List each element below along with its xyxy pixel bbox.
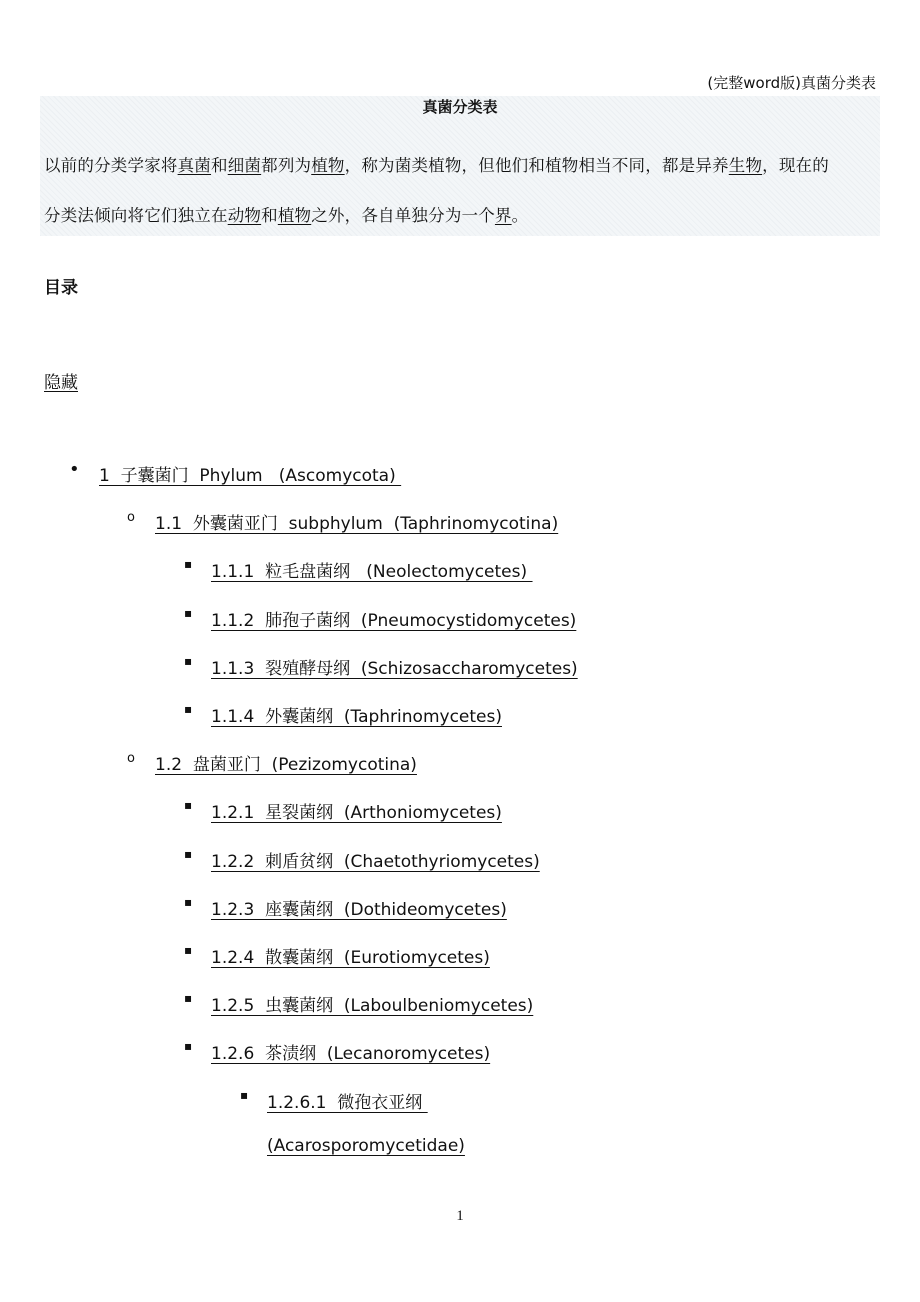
bullet-square-icon: ▪ — [184, 702, 193, 716]
toc-link[interactable]: 1.2.1 星裂菌纲 (Arthoniomycetes) — [211, 803, 502, 824]
bullet-circle-icon: o — [127, 510, 135, 526]
bullet-square-icon: ▪ — [184, 943, 193, 957]
bullet-square-icon: ▪ — [240, 1087, 249, 1102]
intro-term-link[interactable]: 植物 — [311, 156, 345, 175]
intro-paragraph-line-1 — [44, 152, 829, 176]
toc-link[interactable]: 1.2.5 虫囊菌纲 (Laboulbeniomycetes) — [211, 996, 534, 1017]
running-header: (完整word版)真菌分类表 — [707, 74, 876, 92]
intro-term-link[interactable]: 生物 — [728, 156, 763, 175]
toc-link[interactable]: 1 子囊菌门 Phylum (Ascomycota) — [99, 466, 402, 486]
bullet-disc-icon: • — [69, 459, 80, 480]
intro-text: 之外，各自单独分为一个 — [311, 206, 495, 225]
intro-term-link[interactable]: 植物 — [277, 206, 312, 225]
bullet-square-icon: ▪ — [184, 798, 193, 813]
bullet-square-icon: ▪ — [184, 1039, 193, 1054]
toc-link[interactable]: 1.2 盘菌亚门 (Pezizomycotina) — [155, 755, 417, 776]
toc-link[interactable]: 1.2.3 座囊菌纲 (Dothideomycetes) — [211, 899, 507, 920]
toc-link[interactable]: 1.1.4 外囊菌纲 (Taphrinomycetes) — [211, 707, 502, 727]
toc-link[interactable]: 1.2.6 茶渍纲 (Lecanoromycetes) — [211, 1044, 491, 1065]
toc-link[interactable]: 1.1.2 肺孢子菌纲 (Pneumocystidomycetes) — [211, 610, 577, 631]
intro-term-link[interactable]: 界 — [494, 206, 512, 225]
bullet-square-icon: ▪ — [184, 605, 193, 620]
bullet-square-icon: ▪ — [184, 991, 193, 1006]
intro-term-link[interactable]: 动物 — [227, 206, 262, 225]
intro-text: 以前的分类学家将 — [44, 156, 178, 175]
intro-text: 和 — [261, 206, 278, 225]
bullet-circle-icon: o — [127, 751, 135, 767]
bullet-square-icon: ▪ — [184, 846, 193, 861]
document-title: 真菌分类表 — [422, 98, 498, 116]
intro-paragraph-line-2 — [44, 202, 528, 226]
bullet-square-icon: ▪ — [184, 557, 193, 572]
toc-link[interactable]: 1.2.6.1 微孢衣亚纲 — [267, 1092, 428, 1113]
toc-link[interactable]: (Acarosporomycetidae) — [267, 1135, 465, 1156]
toc-link[interactable]: 1.1 外囊菌亚门 subphylum (Taphrinomycotina) — [155, 514, 559, 535]
bullet-square-icon: ▪ — [184, 653, 193, 668]
bullet-square-icon: ▪ — [184, 894, 193, 909]
intro-text: 。 — [511, 206, 529, 225]
intro-term-link[interactable]: 真菌 — [177, 156, 212, 175]
intro-text: ，称为菌类植物，但他们和植物相当不同，都是异养 — [344, 156, 729, 175]
toc-heading: 目录 — [44, 278, 78, 298]
toc-link[interactable]: 1.1.1 粒毛盘菌纲 (Neolectomycetes) — [211, 562, 533, 583]
intro-text: 都列为 — [261, 156, 312, 175]
page-number: 1 — [456, 1208, 464, 1224]
toc-link[interactable]: 1.2.4 散囊菌纲 (Eurotiomycetes) — [211, 948, 490, 968]
intro-text: 分类法倾向将它们独立在 — [44, 206, 228, 225]
toc-link[interactable]: 1.2.2 刺盾贫纲 (Chaetothyriomycetes) — [211, 851, 540, 872]
toc-hide-link[interactable]: 隐藏 — [44, 373, 78, 393]
intro-text: ，现在的 — [762, 156, 829, 175]
intro-term-link[interactable]: 细菌 — [227, 156, 262, 175]
toc-link[interactable]: 1.1.3 裂殖酵母纲 (Schizosaccharomycetes) — [211, 658, 578, 679]
intro-text: 和 — [211, 156, 228, 175]
